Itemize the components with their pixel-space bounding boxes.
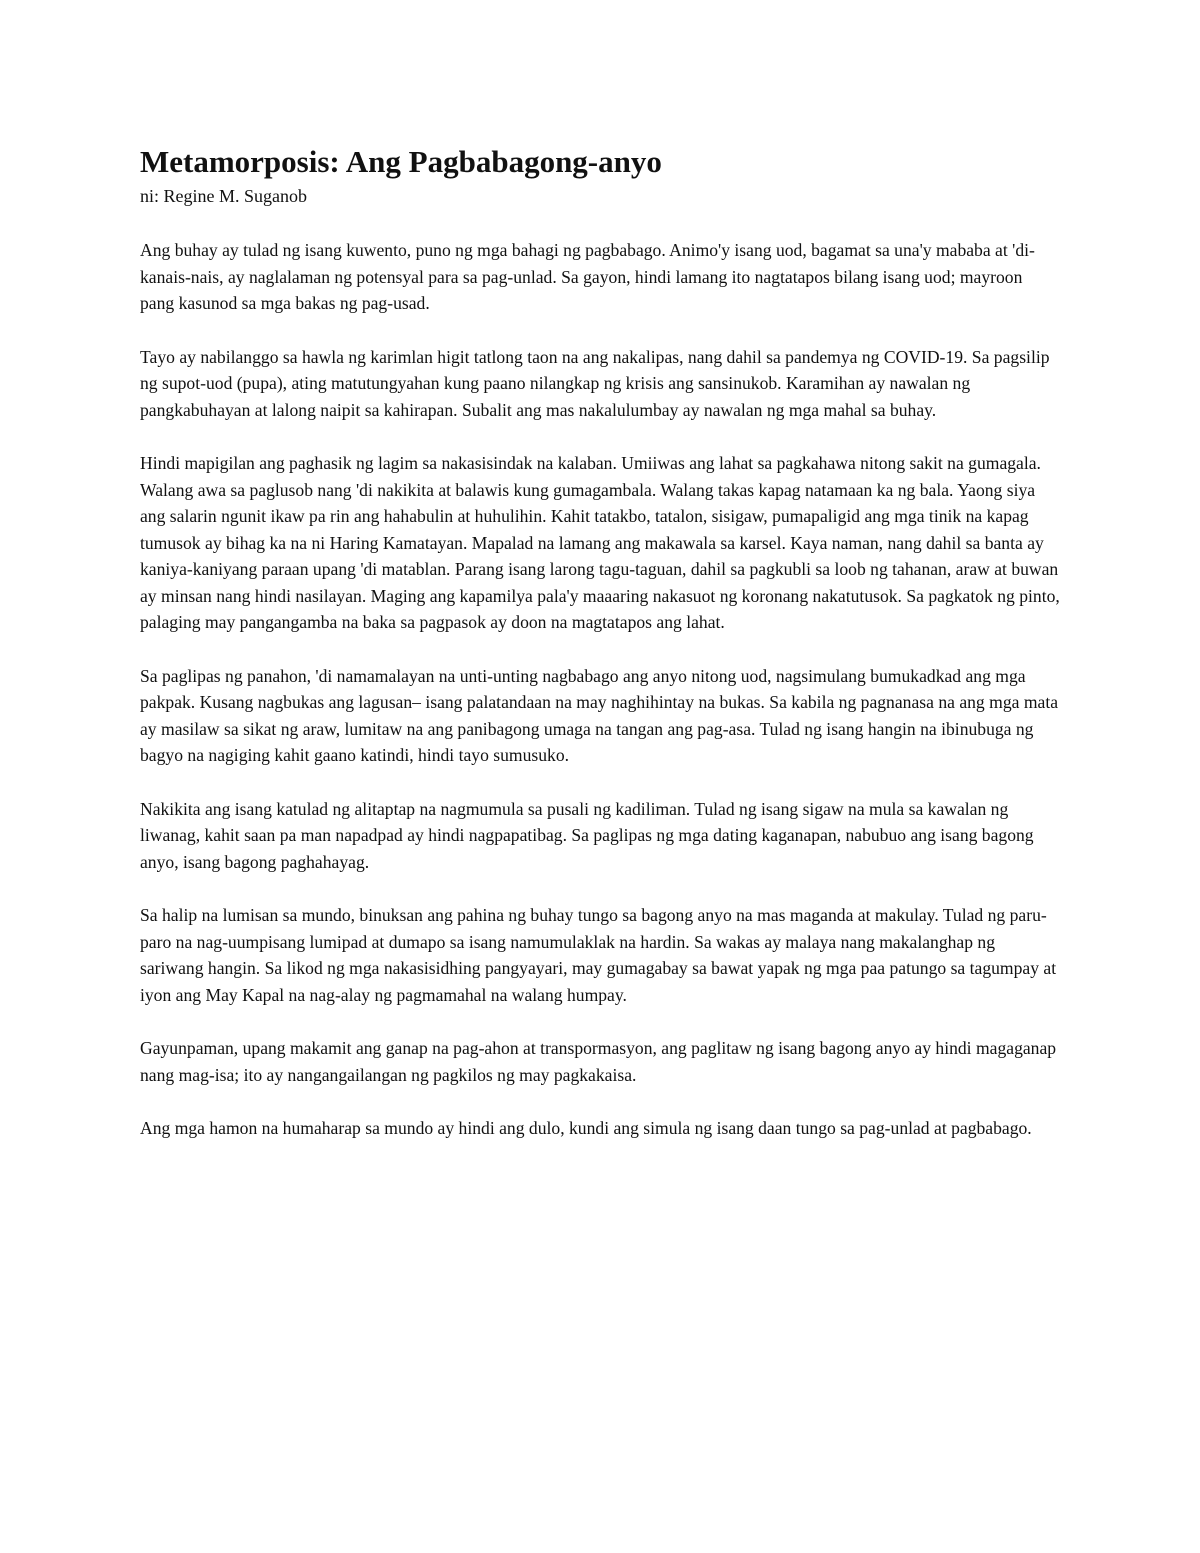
document-body	[140, 237, 1060, 1142]
document-page	[140, 143, 1060, 1169]
paragraph-6: Sa halip na lumisan sa mundo, binuksan ang pahina ng buhay tungo sa bagong anyo na mas maganda at makulay. Tulad ng paru-paro na nag-uumpisang lumipad at dumapo sa isang namumulaklak na hardin. Sa wakas ay malaya nang makalanghap ng sariwang hangin. Sa likod ng mga nakasisidhing pangyayari, may gumagabay sa bawat yapak ng mga paa patungo sa tagumpay at iyon ang May Kapal na nag-alay ng pagmamahal na walang humpay.	[140, 905, 1057, 1005]
paragraph-1: Ang buhay ay tulad ng isang kuwento, puno ng mga bahagi ng pagbabago. Animo'y isang uod, bagamat sa una'y mababa at 'di-kanais-nais, ay naglalaman ng potensyal para sa pag-unlad. Sa gayon, hindi lamang ito nagtatapos bilang isang uod; mayroon pang kasunod sa mga bakas ng pag-usad.	[140, 240, 1035, 313]
paragraph-4: Sa paglipas ng panahon, 'di namamalayan na unti-unting nagbabago ang anyo nitong uod, nagsimulang bumukadkad ang mga pakpak. Kusang nagbukas ang lagusan– isang palatandaan na may naghihintay na bukas. Sa kabila ng pagnanasa na ang mga mata ay masilaw sa sikat ng araw, lumitaw na ang panibagong umaga na tangan ang pag-asa. Tulad ng isang hangin na ibinubuga ng bagyo na nagiging kahit gaano katindi, hindi tayo sumusuko.	[140, 665, 1059, 765]
paragraph-7: Gayunpaman, upang makamit ang ganap na pag-ahon at transpormasyon, ang paglitaw ng isang bagong anyo ay hindi magaganap nang mag-isa; ito ay nangangailangan ng pagkilos ng may pagkakaisa.	[140, 1038, 1057, 1085]
document-author: ni: Regine M. Suganob	[140, 186, 307, 206]
paragraph-3: Hindi mapigilan ang paghasik ng lagim sa nakasisindak na kalaban. Umiiwas ang lahat sa pagkahawa nitong sakit na gumagala. Walang awa sa paglusob nang 'di nakikita at balawis kung gumagambala. Walang takas kapag natamaan ka ng bala. Yaong siya ang salarin ngunit ikaw pa rin ang hahabulin at huhulihin. Kahit tatakbo, tatalon, sisigaw, pumapaligid ang mga tinik na kapag tumusok ay bihag ka na ni Haring Kamatayan. Mapalad na lamang ang makawala sa karsel. Kaya naman, nang dahil sa banta ay kaniya-kaniyang paraan upang 'di matablan. Parang isang larong tagu-taguan, dahil sa pagkubli sa loob ng tahanan, araw at buwan ay minsan nang hindi nasilayan. Maging ang kapamilya pala'y maaaring nakasuot ng koronang nakatutusok. Sa pagkatok ng pinto, palaging may pangangamba na baka sa pagpasok ay doon na magtatapos ang lahat.	[140, 453, 1060, 632]
paragraph-2: Tayo ay nabilanggo sa hawla ng karimlan higit tatlong taon na ang nakalipas, nang dahil sa pandemya ng COVID-19. Sa pagsilip ng supot-uod (pupa), ating matutungyahan kung paano nilangkap ng krisis ang sansinukob. Karamihan ay nawalan ng pangkabuhayan at lalong naipit sa kahirapan. Subalit ang mas nakalulumbay ay nawalan ng mga mahal sa buhay.	[140, 346, 1050, 420]
document-title: Metamorposis: Ang Pagbabagong-anyo	[140, 144, 662, 179]
paragraph-5: Nakikita ang isang katulad ng alitaptap na nagmumula sa pusali ng kadiliman. Tulad ng isang sigaw na mula sa kawalan ng liwanag, kahit saan pa man napadpad ay hindi nagpapatibag. Sa paglipas ng mga dating kaganapan, nabubuo ang isang bagong anyo, isang bagong paghahayag.	[140, 798, 1034, 872]
paragraph-8: Ang mga hamon na humaharap sa mundo ay hindi ang dulo, kundi ang simula ng isang daan tungo sa pag-unlad at pagbabago.	[140, 1118, 1032, 1138]
